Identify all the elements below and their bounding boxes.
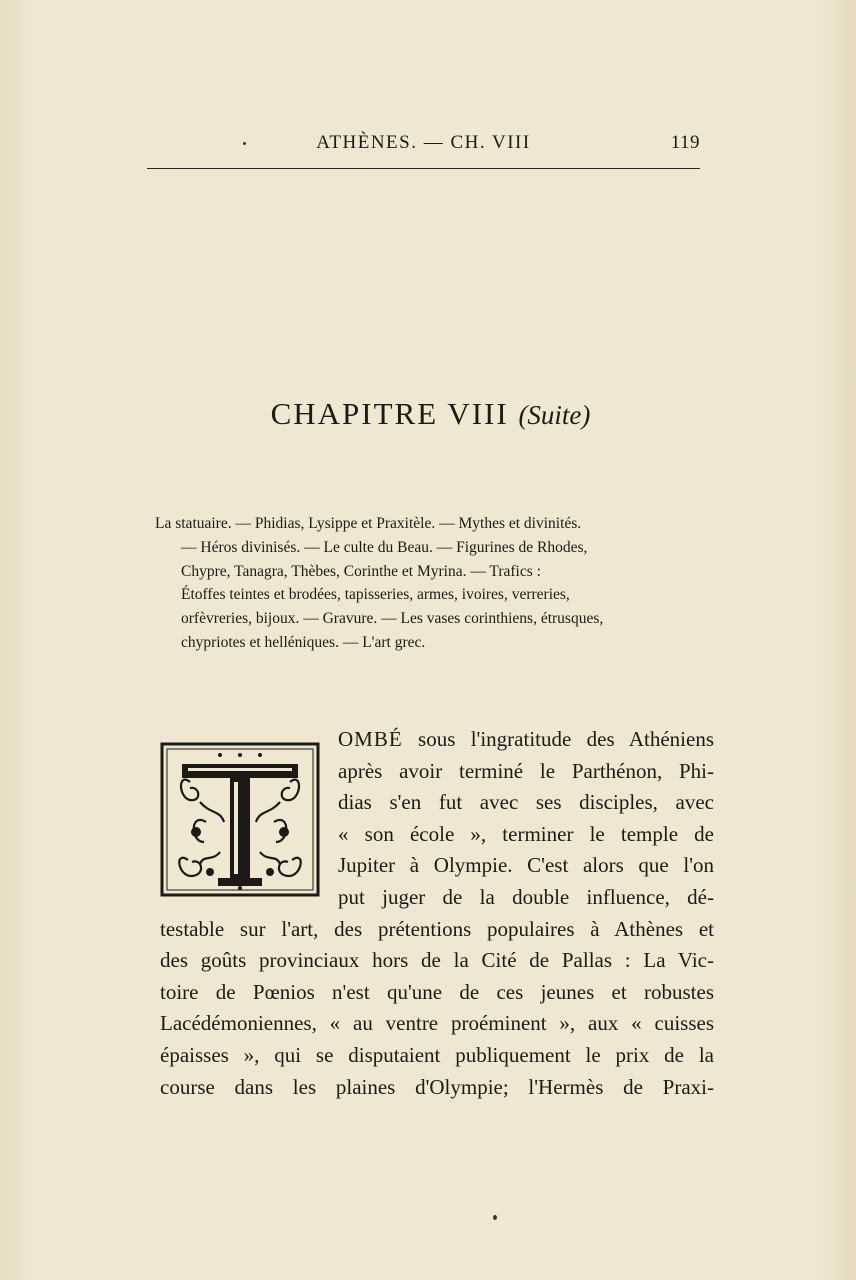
summary-line: chypriotes et helléniques. — L'art grec. bbox=[181, 633, 426, 651]
body-line: toire de Pœnios n'est qu'une de ces jeunes et robustes bbox=[160, 979, 714, 1004]
body-line: épaisses », qui se disputaient publiquement le prix de la bbox=[160, 1042, 714, 1067]
body-line: Lacédémoniennes, « au ventre proéminent », aux « cuisses bbox=[160, 1011, 714, 1036]
chapter-suffix: (Suite) bbox=[518, 400, 591, 430]
header-rule bbox=[147, 168, 700, 169]
chapter-heading bbox=[147, 396, 714, 432]
running-header bbox=[147, 132, 700, 160]
body-line bbox=[160, 724, 714, 756]
body-line: après avoir terminé le Parthénon, Phi- bbox=[338, 758, 714, 783]
summary-line: — Héros divinisés. — Le culte du Beau. — Figurines de Rhodes, bbox=[181, 538, 588, 556]
chapter-summary bbox=[155, 512, 711, 655]
running-title: ATHÈNES. — CH. VIII bbox=[316, 132, 531, 153]
chapter-title: CHAPITRE VIII bbox=[270, 396, 509, 431]
body-line: Jupiter à Olympie. C'est alors que l'on bbox=[338, 853, 714, 878]
body-line: « son école », terminer le temple de bbox=[338, 821, 714, 846]
body-paragraph bbox=[160, 724, 714, 1103]
page-number: 119 bbox=[670, 132, 700, 153]
body-line: testable sur l'art, des prétentions populaires à Athènes et bbox=[160, 916, 714, 941]
summary-line: Étoffes teintes et brodées, tapisseries, armes, ivoires, verreries, bbox=[181, 586, 570, 604]
summary-line: Chypre, Tanagra, Thèbes, Corinthe et Myrina. — Trafics : bbox=[181, 562, 541, 580]
body-line-text: sous l'ingratitude des Athéniens bbox=[402, 727, 714, 751]
summary-line: La statuaire. — Phidias, Lysippe et Praxitèle. — Mythes et divinités. bbox=[155, 515, 582, 532]
body-line: dias s'en fut avec ses disciples, avec bbox=[338, 790, 714, 815]
body-line: des goûts provinciaux hors de la Cité de Pallas : La Vic- bbox=[160, 948, 714, 973]
first-word-rest: OMBÉ bbox=[338, 727, 403, 751]
ink-mark bbox=[493, 1215, 497, 1220]
summary-line: orfèvreries, bijoux. — Gravure. — Les vases corinthiens, étrusques, bbox=[181, 610, 604, 628]
body-line: course dans les plaines d'Olympie; l'Hermès de Praxi- bbox=[160, 1074, 714, 1099]
body-line: put juger de la double influence, dé- bbox=[338, 884, 714, 909]
